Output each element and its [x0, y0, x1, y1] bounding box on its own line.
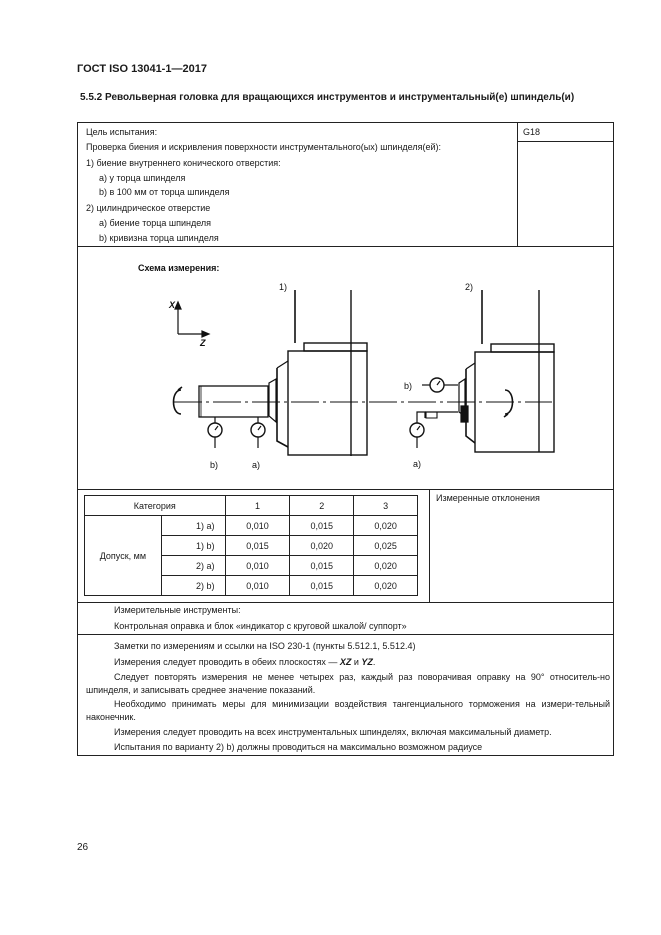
plane-xz: XZ	[339, 657, 352, 667]
label-a-1: a)	[252, 460, 261, 470]
tolerance-table	[84, 495, 418, 596]
row-item: 2) a)	[161, 556, 225, 576]
turret-head-variant-1	[174, 290, 368, 456]
note-spindles: Измерения следует проводить на всех инструментальных шпинделях, включая максимальный диаметр.	[114, 727, 552, 737]
dial-indicator-b-2	[422, 378, 458, 392]
table-cell: 0,025	[354, 536, 418, 556]
purpose-line: Проверка биения и искривления поверхности инструментального(ых) шпинделя(ей):	[86, 142, 441, 152]
variant-2-label: 2)	[465, 282, 474, 292]
row-divider	[78, 634, 613, 635]
diagram-title: Схема измерения:	[138, 263, 220, 273]
purpose-line: a) биение торца шпинделя	[99, 218, 212, 228]
table-row	[85, 516, 418, 536]
note-planes-end: .	[372, 657, 376, 667]
table-cell: 0,020	[354, 516, 418, 536]
category-header: Категория	[85, 496, 226, 516]
note-repeat: Следует повторять измерения не менее четырех раз, каждый раз поворачивая оправку на 90° относитель-но шпинделя, и записывать среднее значение показаний.	[86, 672, 610, 695]
purpose-label: Цель испытания:	[86, 127, 158, 137]
table-cell: 0,015	[225, 536, 290, 556]
section-number: 5.5.2	[80, 92, 103, 103]
table-cell: 0,015	[290, 516, 354, 536]
purpose-line: b) в 100 мм от торца шпинделя	[99, 187, 230, 197]
note-radius: Испытания по варианту 2) b) должны проводиться на максимально возможном радиусе	[114, 742, 483, 752]
code-divider	[517, 141, 614, 142]
row-item: 2) b)	[161, 576, 225, 596]
dial-indicator-a-2	[410, 412, 458, 448]
purpose-line: b) кривизна торца шпинделя	[99, 233, 219, 243]
table-cell: 0,010	[225, 516, 290, 536]
purpose-line: a) у торца шпинделя	[99, 173, 186, 183]
label-b-2: b)	[404, 381, 413, 391]
column-divider	[429, 489, 430, 602]
note-planes	[114, 656, 375, 669]
dial-indicator-b-1	[208, 417, 222, 448]
axis-indicator	[175, 302, 209, 337]
row-item: 1) a)	[161, 516, 225, 536]
row-divider	[78, 602, 613, 603]
measurement-diagram	[77, 246, 614, 489]
plane-yz: YZ	[361, 657, 373, 667]
instruments-label: Измерительные инструменты:	[114, 605, 241, 615]
note-planes-text: Измерения следует проводить в обеих плоскостях —	[114, 657, 340, 667]
table-cell: 0,010	[225, 556, 290, 576]
instruments-text: Контрольная оправка и блок «индикатор с круговой шкалой/ суппорт»	[114, 621, 407, 631]
page-number: 26	[77, 842, 89, 853]
measured-deviations-label: Измеренные отклонения	[436, 493, 540, 503]
row-item: 1) b)	[161, 536, 225, 556]
label-a-2: a)	[413, 459, 422, 469]
table-header-row	[85, 496, 418, 516]
tolerance-row-label: Допуск, мм	[85, 516, 162, 596]
column-header: 3	[354, 496, 418, 516]
section-heading	[80, 91, 614, 105]
note-planes-and: и	[351, 657, 362, 667]
table-cell: 0,020	[354, 556, 418, 576]
dial-indicator-a-1	[251, 417, 265, 448]
axis-z-label: Z	[200, 338, 206, 348]
table-cell: 0,010	[225, 576, 290, 596]
note-references: Заметки по измерениям и ссылки на ISO 230-1 (пункты 5.512.1, 5.512.4)	[114, 641, 416, 651]
turret-head-variant-2	[459, 290, 554, 452]
table-cell: 0,015	[290, 556, 354, 576]
table-cell: 0,020	[354, 576, 418, 596]
table-cell: 0,015	[290, 576, 354, 596]
axis-x-label: X	[169, 300, 176, 310]
column-header: 2	[290, 496, 354, 516]
column-divider	[517, 123, 518, 246]
note-braking: Необходимо принимать меры для минимизации воздействия тангенциального торможения на измери-тельный наконечник.	[86, 699, 610, 722]
section-title: Револьверная головка для вращающихся инструментов и инструментальный(е) шпиндель(и)	[105, 92, 575, 103]
label-b-1: b)	[210, 460, 219, 470]
purpose-line: 2) цилиндрическое отверстие	[86, 203, 211, 213]
row-divider	[78, 489, 613, 490]
variant-1-label: 1)	[279, 282, 288, 292]
purpose-line: 1) биение внутреннего конического отверстия:	[86, 158, 281, 168]
table-cell: 0,020	[290, 536, 354, 556]
column-header: 1	[225, 496, 290, 516]
document-header: ГОСТ ISO 13041-1—2017	[77, 63, 207, 75]
test-code: G18	[523, 127, 541, 137]
